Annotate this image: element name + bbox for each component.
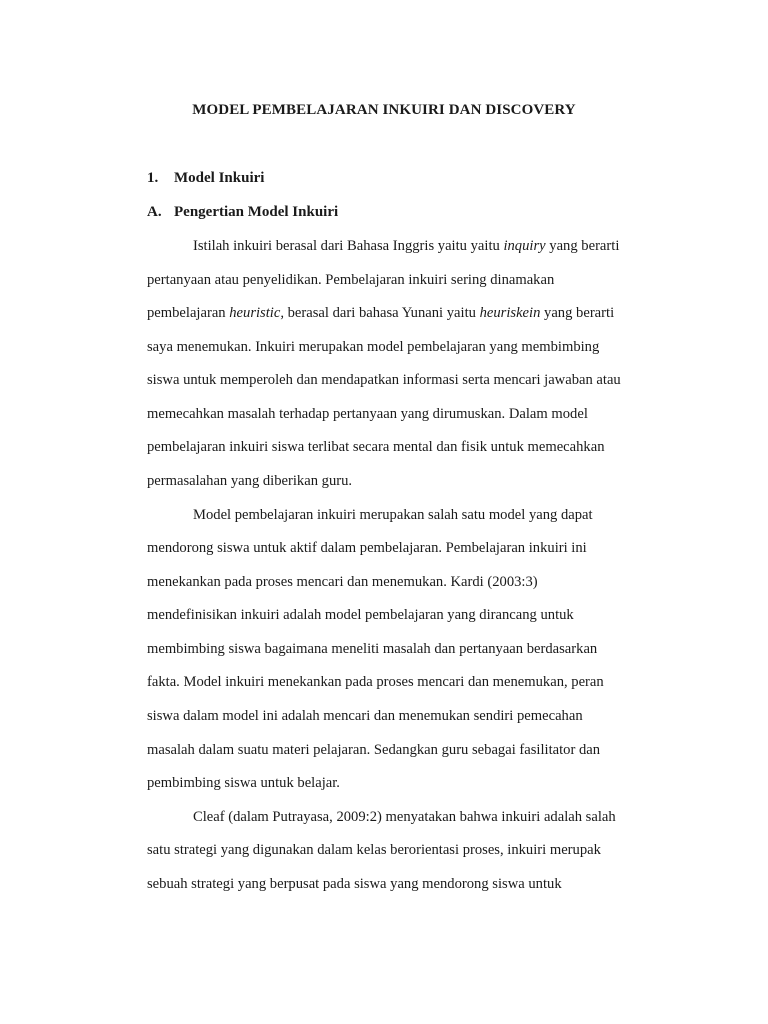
italic-term: heuristic,: [229, 305, 284, 321]
subsection-label: Pengertian Model Inkuiri: [174, 204, 339, 220]
text-span: pembelajaran: [147, 305, 230, 321]
paragraph-line: fakta. Model inkuiri menekankan pada proses mencari dan menemukan, peran: [147, 674, 604, 690]
section-heading-model-inkuiri: [147, 170, 264, 187]
text-span: berasal dari bahasa Yunani yaitu: [283, 305, 480, 321]
text-span: Istilah inkuiri berasal dari Bahasa Inggris yaitu yaitu: [193, 238, 504, 254]
paragraph-line: mendorong siswa untuk aktif dalam pembelajaran. Pembelajaran inkuiri ini: [147, 540, 587, 556]
paragraph-line: siswa untuk memperoleh dan mendapatkan informasi serta mencari jawaban atau: [147, 372, 621, 388]
paragraph-line: sebuah strategi yang berpusat pada siswa yang mendorong siswa untuk: [147, 876, 562, 892]
paragraph-line: membimbing siswa bagaimana meneliti masalah dan pertanyaan berdasarkan: [147, 641, 598, 657]
paragraph-line: [193, 237, 619, 255]
paragraph-line: Model pembelajaran inkuiri merupakan salah satu model yang dapat: [193, 507, 593, 523]
subsection-heading-pengertian: [147, 204, 338, 221]
italic-term: heuriskein: [479, 305, 541, 321]
paragraph-line: [147, 304, 614, 322]
text-span: yang berarti: [540, 305, 615, 321]
text-span: yang berarti: [545, 238, 620, 254]
paragraph-line: permasalahan yang diberikan guru.: [147, 473, 353, 489]
paragraph-line: saya menemukan. Inkuiri merupakan model pembelajaran yang membimbing: [147, 339, 600, 355]
paragraph-line: siswa dalam model ini adalah mencari dan menemukan sendiri pemecahan: [147, 708, 583, 724]
italic-term: inquiry: [503, 238, 546, 254]
paragraph-line: memecahkan masalah terhadap pertanyaan yang dirumuskan. Dalam model: [147, 406, 588, 422]
subsection-letter: A.: [147, 204, 162, 220]
paragraph-line: pembimbing siswa untuk belajar.: [147, 775, 340, 791]
paragraph-line: mendefinisikan inkuiri adalah model pembelajaran yang dirancang untuk: [147, 607, 574, 623]
paragraph-line: pembelajaran inkuiri siswa terlibat secara mental dan fisik untuk memecahkan: [147, 439, 605, 455]
paragraph-line: pertanyaan atau penyelidikan. Pembelajaran inkuiri sering dinamakan: [147, 272, 555, 288]
paragraph-line: Cleaf (dalam Putrayasa, 2009:2) menyatakan bahwa inkuiri adalah salah: [193, 809, 616, 825]
document-title: MODEL PEMBELAJARAN INKUIRI DAN DISCOVERY: [192, 102, 576, 118]
paragraph-line: menekankan pada proses mencari dan menemukan. Kardi (2003:3): [147, 574, 538, 590]
section-number: 1.: [147, 170, 159, 186]
section-label: Model Inkuiri: [174, 170, 265, 186]
paragraph-line: satu strategi yang digunakan dalam kelas berorientasi proses, inkuiri merupak: [147, 842, 601, 858]
paragraph-line: masalah dalam suatu materi pelajaran. Sedangkan guru sebagai fasilitator dan: [147, 742, 601, 758]
